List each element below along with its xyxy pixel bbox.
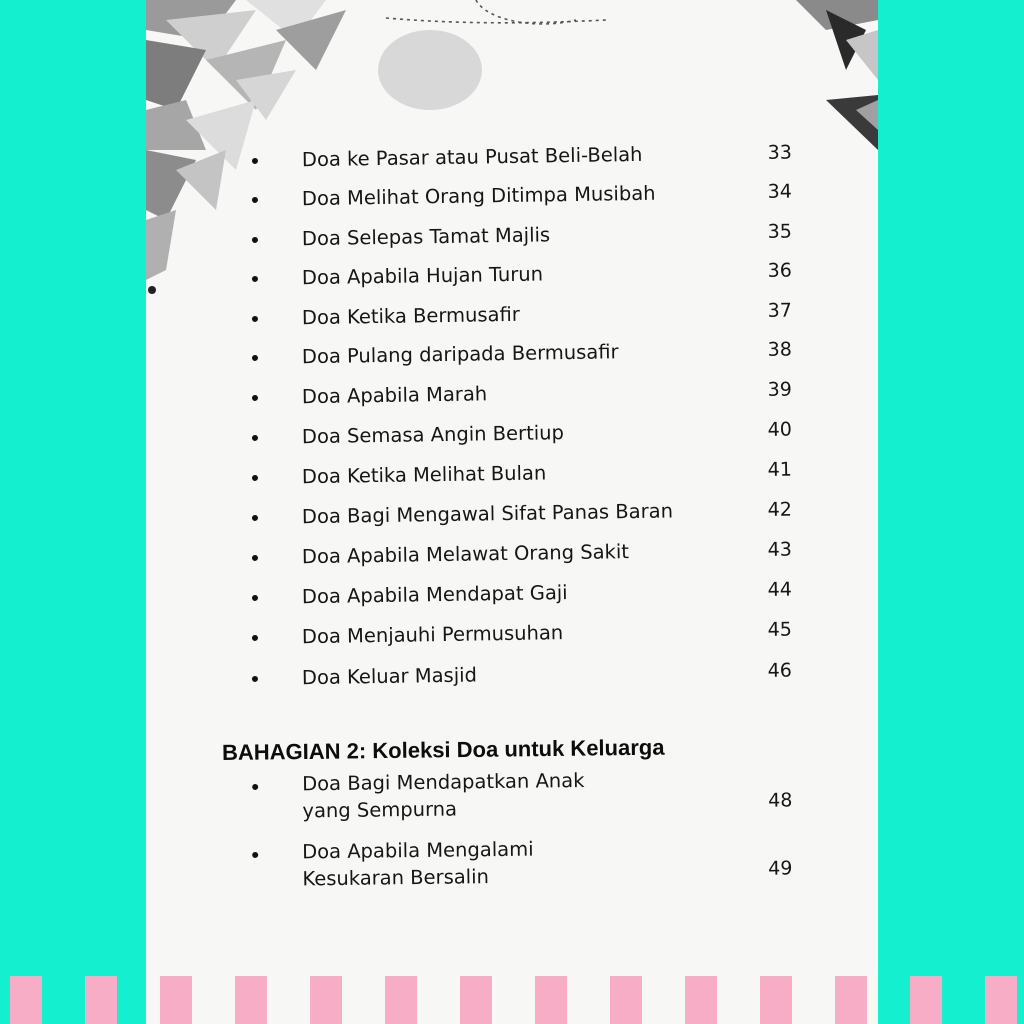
- bullet-icon: [252, 784, 258, 790]
- bullet-icon: [252, 555, 258, 561]
- toc-item-label: Doa Keluar Masjid: [301, 663, 478, 690]
- stripe: [160, 976, 192, 1024]
- toc-row[interactable]: [252, 833, 793, 891]
- toc-item-label: Doa Menjauhi Permusuhan: [301, 621, 564, 649]
- stripe: [760, 976, 792, 1024]
- toc-row[interactable]: [252, 337, 792, 375]
- stripe: [685, 976, 717, 1024]
- toc-row[interactable]: [252, 377, 792, 415]
- bullet-icon: [252, 237, 258, 243]
- toc-item-label-line2: Kesukaran Bersalin: [302, 865, 490, 891]
- stripe: [460, 976, 492, 1024]
- toc-page-number: 36: [767, 259, 793, 282]
- toc-page-number: 43: [767, 538, 793, 561]
- toc-item-label-line1: Doa Bagi Mendapatkan Anak: [302, 768, 585, 796]
- toc-page-number: 34: [767, 180, 793, 203]
- stripe: [85, 976, 117, 1024]
- toc-item-label: Doa Melihat Orang Ditimpa Musibah: [301, 181, 656, 211]
- toc-row[interactable]: [252, 537, 792, 575]
- bullet-icon: [252, 316, 258, 322]
- toc-item-label: Doa Ketika Bermusafir: [301, 302, 520, 330]
- bullet-icon: [252, 355, 258, 361]
- toc-page-number: 40: [767, 418, 793, 441]
- toc-item-label: Doa Bagi Mengawal Sifat Panas Baran: [301, 499, 674, 529]
- toc-row[interactable]: [252, 258, 792, 296]
- toc-row[interactable]: [252, 457, 792, 495]
- stripe: [10, 976, 42, 1024]
- toc-page-number: 38: [767, 338, 793, 361]
- toc-page-number: 37: [767, 299, 793, 322]
- toc-item-label-line1: Doa Apabila Mengalami: [302, 837, 534, 864]
- toc-row[interactable]: [252, 179, 792, 217]
- toc-row[interactable]: [252, 298, 792, 336]
- bullet-icon: [252, 595, 258, 601]
- toc-page-number: 49: [768, 857, 793, 880]
- toc-item-label: Doa Semasa Angin Bertiup: [301, 421, 565, 449]
- bullet-icon: [252, 475, 258, 481]
- toc-item-label: Doa ke Pasar atau Pusat Beli-Belah: [301, 142, 643, 172]
- bullet-icon: [252, 515, 258, 521]
- bullet-icon: [252, 676, 258, 682]
- toc-item-label: Doa Selepas Tamat Majlis: [301, 223, 551, 251]
- toc-row[interactable]: [252, 140, 792, 178]
- toc-row[interactable]: [252, 577, 792, 615]
- toc-item-label: Doa Pulang daripada Bermusafir: [301, 340, 619, 369]
- toc-page-number: 48: [768, 789, 793, 812]
- toc-item-label: Doa Ketika Melihat Bulan: [301, 461, 547, 489]
- bullet-icon: [252, 435, 258, 441]
- toc-page-number: 39: [767, 378, 793, 401]
- bullet-icon: [252, 852, 258, 858]
- toc-page-number: 46: [767, 659, 793, 682]
- stripe: [910, 976, 942, 1024]
- stripe: [385, 976, 417, 1024]
- toc-row[interactable]: [252, 417, 792, 455]
- stripe: [235, 976, 267, 1024]
- toc-item-label: Doa Apabila Marah: [301, 382, 488, 409]
- toc-page-number: 35: [767, 220, 793, 243]
- book-page: [146, 0, 878, 1024]
- bullet-icon: [252, 158, 258, 164]
- toc-row[interactable]: [252, 658, 792, 696]
- toc-page-number: 33: [767, 141, 793, 164]
- toc-row[interactable]: [252, 765, 793, 823]
- toc-item-label-line2: yang Sempurna: [302, 797, 458, 823]
- bullet-icon: [252, 635, 258, 641]
- toc-row[interactable]: [252, 617, 792, 655]
- stripe: [310, 976, 342, 1024]
- toc-page-number: 41: [767, 458, 793, 481]
- table-of-contents: [146, 0, 878, 1024]
- toc-page-number: 42: [767, 498, 793, 521]
- stripe: [535, 976, 567, 1024]
- toc-row[interactable]: [252, 219, 792, 257]
- toc-page-number: 45: [767, 618, 793, 641]
- section-heading: BAHAGIAN 2: Koleksi Doa untuk Keluarga: [221, 734, 665, 765]
- toc-item-label: Doa Apabila Hujan Turun: [301, 262, 544, 290]
- toc-row[interactable]: [252, 497, 792, 535]
- toc-item-label: Doa Apabila Mendapat Gaji: [301, 581, 568, 609]
- stripe-border: [0, 976, 1024, 1024]
- bullet-icon: [252, 276, 258, 282]
- bullet-icon: [252, 197, 258, 203]
- toc-page-number: 44: [767, 578, 793, 601]
- stripe: [835, 976, 867, 1024]
- stripe: [985, 976, 1017, 1024]
- toc-item-label: Doa Apabila Melawat Orang Sakit: [301, 540, 630, 569]
- bullet-icon: [252, 395, 258, 401]
- stripe: [610, 976, 642, 1024]
